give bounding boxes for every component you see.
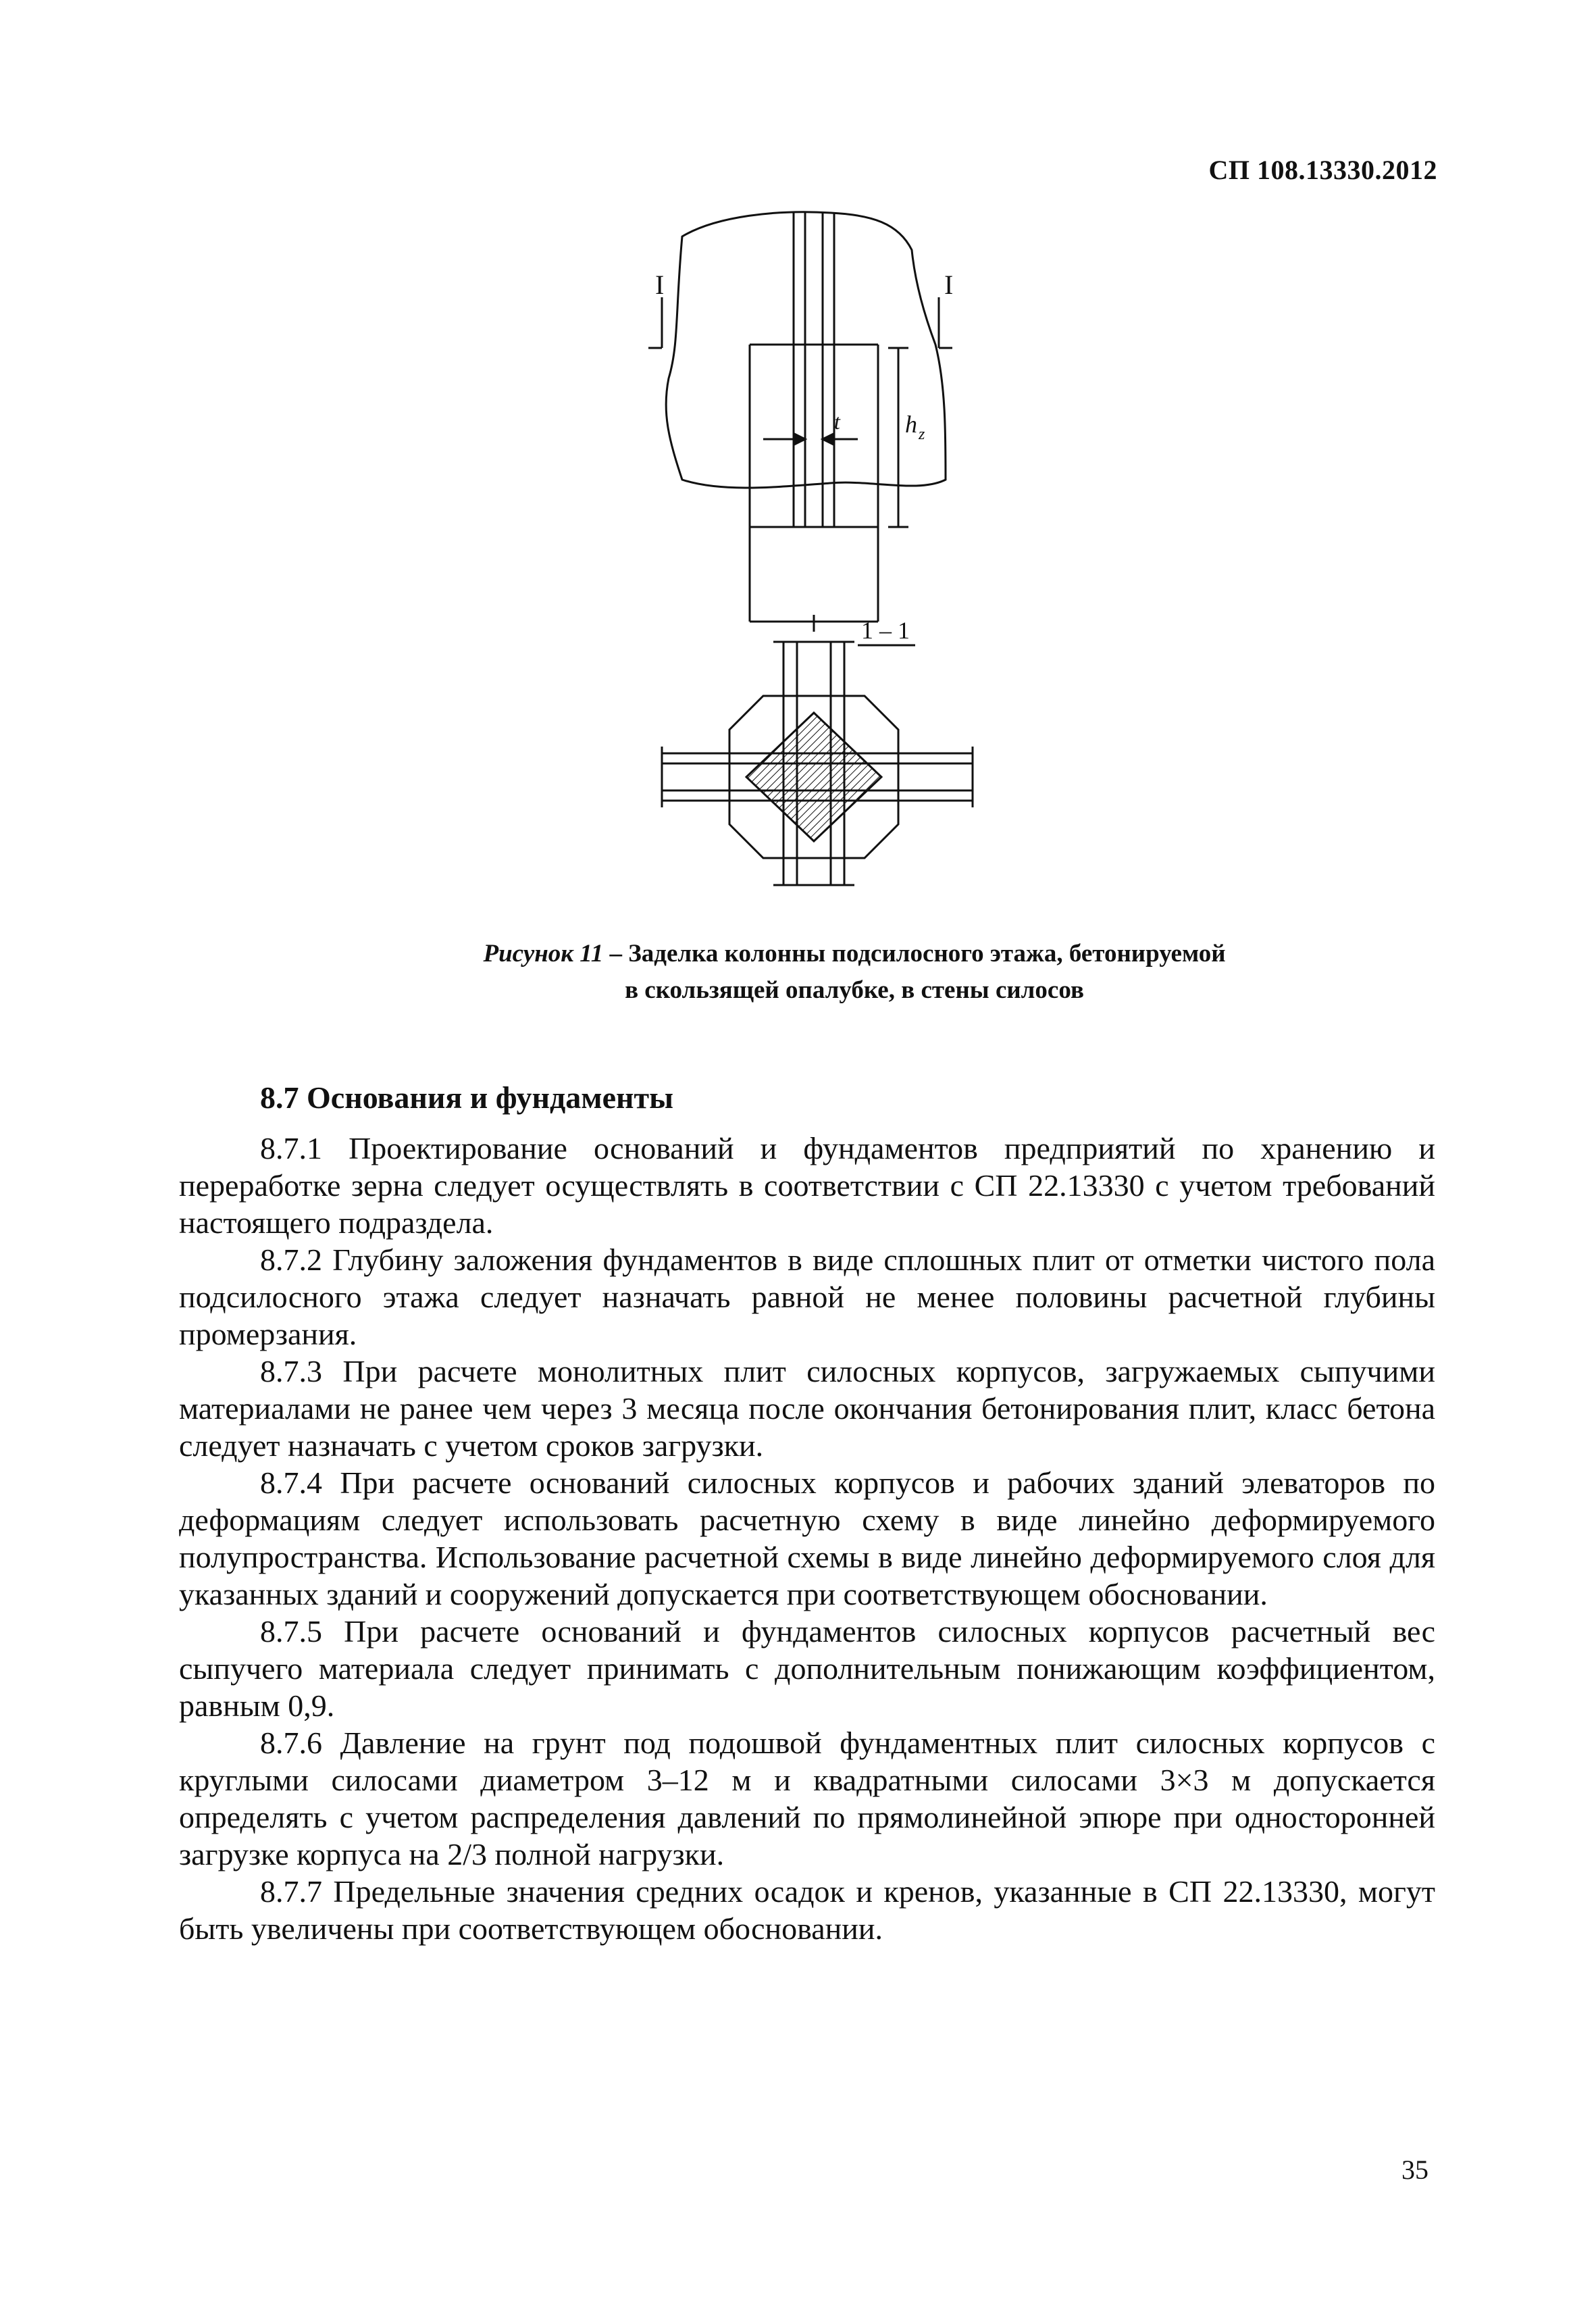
paragraph-8-7-4: 8.7.4 При расчете оснований силосных корпусов и рабочих зданий элеваторов по деформациям следует использовать расчетную схему в виде линейно деформируемого полупространства. Использование расчетной схемы в виде линейно деформируемого слоя для указанных зданий и сооружений допускается при соответствующем обосновании. <box>179 1465 1435 1611</box>
paragraph-8-7-2: 8.7.2 Глубину заложения фундаментов в виде сплошных плит от отметки чистого пола подсилосного этажа следует назначать равной не менее половины расчетной глубины промерзания. <box>179 1242 1435 1351</box>
caption-line-1 <box>257 936 1452 972</box>
document-code: СП 108.13330.2012 <box>1208 155 1437 185</box>
dim-t-label: t <box>834 409 840 434</box>
section-body <box>179 1130 1435 1947</box>
section-view <box>662 642 973 885</box>
paragraph-8-7-7: 8.7.7 Предельные значения средних осадок и кренов, указанные в СП 22.13330, могут быть увеличены при соответствующем обосновании. <box>179 1874 1435 1946</box>
paragraph-8-7-6: 8.7.6 Давление на грунт под подошвой фундаментных плит силосных корпусов с круглыми силосами диаметром 3–12 м и квадратными силосами 3×3 м допускается определять с учетом распределения давлений по прямолинейной эпюре при односторонней загрузке корпуса на 2/3 полной нагрузки. <box>179 1726 1435 1871</box>
section-title: 1 – 1 <box>861 617 910 644</box>
page-number: 35 <box>1401 2155 1428 2185</box>
section-mark-left: I <box>655 270 665 300</box>
figure-11 <box>628 209 1006 899</box>
caption-dash: – <box>603 940 629 967</box>
section-heading: 8.7 Основания и фундаменты <box>260 1080 674 1115</box>
paragraph-8-7-1: 8.7.1 Проектирование оснований и фундаментов предприятий по хранению и переработке зерна следует осуществлять в соответствии с СП 22.13330 с учетом требований настоящего подраздела. <box>179 1131 1435 1240</box>
dim-hz-subscript: z <box>919 426 925 443</box>
dim-hz-label: h <box>905 411 917 438</box>
section-mark-right: I <box>944 270 954 300</box>
caption-line-2: в скользящей опалубке, в стены силосов <box>625 976 1084 1004</box>
caption-text-1: Заделка колонны подсилосного этажа, бетонируемой <box>628 940 1226 967</box>
column-embedding-drawing <box>628 209 1006 899</box>
paragraph-8-7-5: 8.7.5 При расчете оснований и фундаментов силосных корпусов расчетный вес сыпучего материала следует принимать с дополнительным понижающим коэффициентом, равным 0,9. <box>179 1614 1435 1723</box>
figure-caption <box>257 936 1452 1009</box>
caption-prefix: Рисунок 11 <box>483 940 604 967</box>
paragraph-8-7-3: 8.7.3 При расчете монолитных плит силосных корпусов, загружаемых сыпучими материалами не ранее чем через 3 месяца после окончания бетонирования плит, класс бетона следует назначать с учетом сроков загрузки. <box>179 1354 1435 1463</box>
